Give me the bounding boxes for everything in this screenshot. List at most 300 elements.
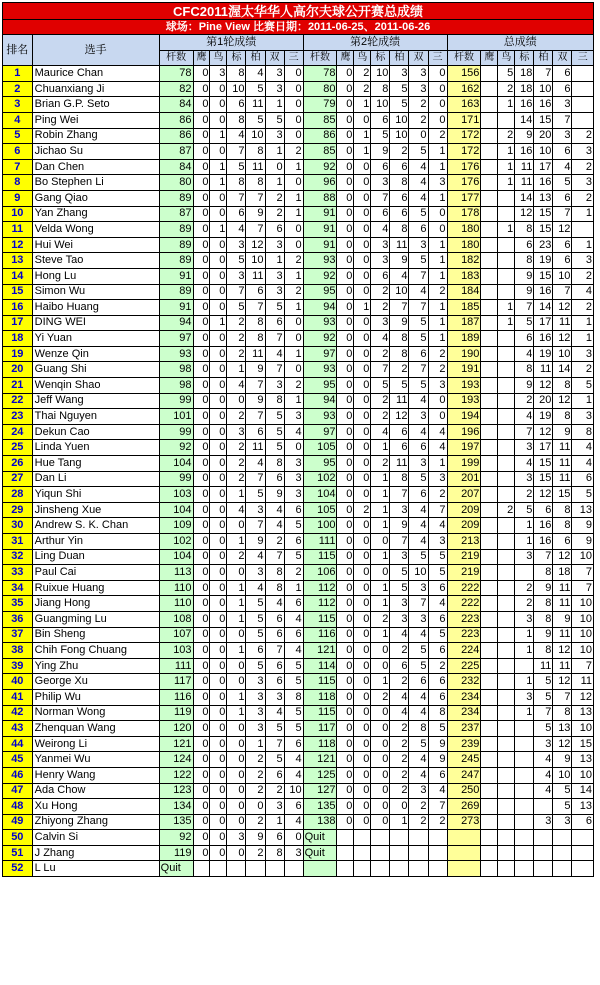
r2-cell xyxy=(409,861,428,877)
t-cell: 15 xyxy=(534,206,553,222)
r2-cell: 6 xyxy=(409,346,428,362)
t-cell xyxy=(498,799,515,815)
r1-cell: 2 xyxy=(246,767,265,783)
r1-cell: 0 xyxy=(284,331,303,347)
r2-cell: 2 xyxy=(428,487,447,503)
r2-cell: 78 xyxy=(303,66,337,82)
t-cell xyxy=(572,66,594,82)
t-cell: 9 xyxy=(515,268,534,284)
column-header: 鸟 xyxy=(210,50,227,66)
r2-cell: 92 xyxy=(303,159,337,175)
t-cell: 19 xyxy=(534,409,553,425)
r2-cell: 3 xyxy=(390,596,409,612)
r1-cell: 2 xyxy=(265,534,284,550)
player-name-cell: Ping Wei xyxy=(32,112,159,128)
r2-cell: 0 xyxy=(354,362,371,378)
t-cell: 5 xyxy=(534,721,553,737)
rank-cell: 44 xyxy=(3,736,33,752)
column-header: 鹰 xyxy=(481,50,498,66)
r1-cell: 3 xyxy=(284,409,303,425)
r2-cell: 93 xyxy=(303,315,337,331)
r2-cell: 1 xyxy=(371,471,390,487)
empty-cell xyxy=(354,845,371,861)
t-cell: 4 xyxy=(572,440,594,456)
table-row xyxy=(3,767,594,783)
t-cell: 7 xyxy=(534,549,553,565)
r1-cell: 3 xyxy=(246,502,265,518)
player-name-cell: Norman Wong xyxy=(32,705,159,721)
r1-cell: 111 xyxy=(159,658,193,674)
r1-cell: 0 xyxy=(210,144,227,160)
r1-cell: 0 xyxy=(193,580,210,596)
r1-cell: 7 xyxy=(265,331,284,347)
player-name-cell: J Zhang xyxy=(32,845,159,861)
t-cell: 8 xyxy=(572,424,594,440)
t-cell xyxy=(515,767,534,783)
t-cell: 7 xyxy=(572,658,594,674)
rank-cell: 27 xyxy=(3,471,33,487)
t-cell: 2 xyxy=(498,128,515,144)
r2-cell: 0 xyxy=(354,596,371,612)
r2-cell: 6 xyxy=(428,580,447,596)
r1-cell: 3 xyxy=(227,268,246,284)
r1-cell: 0 xyxy=(193,393,210,409)
r2-cell: 0 xyxy=(354,549,371,565)
player-name-cell: Linda Yuen xyxy=(32,440,159,456)
r1-cell: 1 xyxy=(227,534,246,550)
t-cell: 3 xyxy=(515,611,534,627)
rank-cell: 28 xyxy=(3,487,33,503)
r1-cell: 1 xyxy=(284,268,303,284)
table-row xyxy=(3,268,594,284)
rank-cell: 40 xyxy=(3,674,33,690)
t-cell: 15 xyxy=(553,487,572,503)
r1-cell: 120 xyxy=(159,721,193,737)
r2-cell: 0 xyxy=(337,674,354,690)
t-cell: 2 xyxy=(572,190,594,206)
r1-cell: 3 xyxy=(265,66,284,82)
r2-cell: 95 xyxy=(303,284,337,300)
r2-cell: 5 xyxy=(371,128,390,144)
r1-cell: 107 xyxy=(159,627,193,643)
r2-cell xyxy=(303,861,337,877)
r2-cell: 86 xyxy=(303,128,337,144)
t-cell: 1 xyxy=(572,315,594,331)
r2-cell: 4 xyxy=(409,175,428,191)
t-cell xyxy=(515,861,534,877)
t-cell: 3 xyxy=(572,175,594,191)
r1-cell: 124 xyxy=(159,752,193,768)
t-cell xyxy=(515,830,534,846)
r2-cell: 4 xyxy=(409,424,428,440)
t-cell xyxy=(534,861,553,877)
r2-cell: 1 xyxy=(371,580,390,596)
t-cell: 7 xyxy=(553,112,572,128)
player-name-cell: Dan Chen xyxy=(32,159,159,175)
t-cell: 2 xyxy=(515,487,534,503)
r1-cell: 0 xyxy=(193,611,210,627)
table-row xyxy=(3,440,594,456)
r1-cell: 5 xyxy=(246,81,265,97)
rank-cell: 21 xyxy=(3,378,33,394)
table-row xyxy=(3,456,594,472)
t-cell: 3 xyxy=(553,97,572,113)
r1-cell: 4 xyxy=(265,705,284,721)
rank-cell: 32 xyxy=(3,549,33,565)
r1-cell: 0 xyxy=(210,393,227,409)
column-header: 鹰 xyxy=(337,50,354,66)
r1-cell: 0 xyxy=(210,362,227,378)
t-cell: 10 xyxy=(553,268,572,284)
r1-cell: 5 xyxy=(265,752,284,768)
r1-cell: 5 xyxy=(246,487,265,503)
r2-cell: 2 xyxy=(390,674,409,690)
table-row xyxy=(3,611,594,627)
r1-cell: 2 xyxy=(284,253,303,269)
r1-cell: 7 xyxy=(246,409,265,425)
r2-cell: 1 xyxy=(428,331,447,347)
r2-cell: 0 xyxy=(354,799,371,815)
r1-cell: 1 xyxy=(210,128,227,144)
t-cell: 15 xyxy=(534,268,553,284)
r1-cell: 4 xyxy=(284,767,303,783)
t-cell xyxy=(481,721,498,737)
t-cell: 12 xyxy=(553,331,572,347)
player-name-cell: Brian G.P. Seto xyxy=(32,97,159,113)
t-cell: 11 xyxy=(515,175,534,191)
r2-cell: 2 xyxy=(409,97,428,113)
r2-cell: 95 xyxy=(303,456,337,472)
r1-cell: 4 xyxy=(227,502,246,518)
t-cell: 273 xyxy=(447,814,481,830)
r2-cell: 0 xyxy=(337,300,354,316)
r1-cell: 2 xyxy=(284,284,303,300)
t-cell: 5 xyxy=(553,175,572,191)
r2-cell: 2 xyxy=(390,643,409,659)
r2-cell: 5 xyxy=(390,565,409,581)
r1-cell: 102 xyxy=(159,534,193,550)
r1-cell: 0 xyxy=(210,674,227,690)
t-cell xyxy=(481,331,498,347)
r1-cell: 4 xyxy=(284,643,303,659)
r2-cell: 112 xyxy=(303,580,337,596)
rank-cell: 51 xyxy=(3,845,33,861)
r1-cell: 1 xyxy=(210,222,227,238)
r1-cell: 0 xyxy=(210,424,227,440)
table-row xyxy=(3,658,594,674)
r2-cell: 1 xyxy=(428,237,447,253)
rank-cell: 41 xyxy=(3,689,33,705)
r2-cell: 5 xyxy=(371,378,390,394)
t-cell xyxy=(481,830,498,846)
t-cell: 10 xyxy=(534,81,553,97)
r2-cell: 1 xyxy=(354,97,371,113)
r1-cell: 0 xyxy=(193,315,210,331)
r1-cell: 0 xyxy=(210,300,227,316)
table-row xyxy=(3,253,594,269)
r2-cell: 1 xyxy=(371,627,390,643)
r2-cell: 102 xyxy=(303,471,337,487)
r2-cell: 1 xyxy=(371,440,390,456)
t-cell xyxy=(534,799,553,815)
t-cell xyxy=(498,206,515,222)
r1-cell: 101 xyxy=(159,409,193,425)
t-cell: 189 xyxy=(447,331,481,347)
r2-cell: 1 xyxy=(371,487,390,503)
t-cell xyxy=(481,97,498,113)
t-cell xyxy=(481,502,498,518)
r2-cell: 0 xyxy=(337,97,354,113)
t-cell: 1 xyxy=(498,144,515,160)
t-cell: 199 xyxy=(447,456,481,472)
t-cell: 15 xyxy=(534,222,553,238)
t-cell: 8 xyxy=(534,643,553,659)
t-cell xyxy=(498,783,515,799)
r2-cell: 100 xyxy=(303,518,337,534)
r2-cell: 4 xyxy=(371,331,390,347)
t-cell: 8 xyxy=(553,378,572,394)
r2-cell: 10 xyxy=(371,66,390,82)
r2-cell: 0 xyxy=(337,268,354,284)
t-cell: 10 xyxy=(553,346,572,362)
rank-cell: 2 xyxy=(3,81,33,97)
r1-cell: 0 xyxy=(193,799,210,815)
r1-cell: 1 xyxy=(227,643,246,659)
player-name-cell: Xu Hong xyxy=(32,799,159,815)
r1-cell: 1 xyxy=(227,705,246,721)
r1-cell: 103 xyxy=(159,643,193,659)
t-cell: 5 xyxy=(515,315,534,331)
r1-cell: 4 xyxy=(246,66,265,82)
r1-cell: 99 xyxy=(159,424,193,440)
r2-cell xyxy=(428,861,447,877)
r2-cell: 0 xyxy=(354,518,371,534)
t-cell xyxy=(481,159,498,175)
r1-cell: 3 xyxy=(284,456,303,472)
r2-cell: 2 xyxy=(409,814,428,830)
r2-cell: 0 xyxy=(371,799,390,815)
r1-cell: 0 xyxy=(193,424,210,440)
t-cell xyxy=(498,237,515,253)
r1-cell: 6 xyxy=(265,471,284,487)
t-cell: 9 xyxy=(553,424,572,440)
t-cell: 196 xyxy=(447,424,481,440)
t-cell: 18 xyxy=(553,565,572,581)
r1-cell: 11 xyxy=(246,97,265,113)
r2-cell: 0 xyxy=(337,549,354,565)
r2-cell: 0 xyxy=(354,705,371,721)
r1-cell: 0 xyxy=(193,112,210,128)
r1-cell: 116 xyxy=(159,689,193,705)
r2-cell: 0 xyxy=(337,253,354,269)
r2-cell: 9 xyxy=(390,315,409,331)
r1-cell: 0 xyxy=(284,222,303,238)
r2-cell: 2 xyxy=(409,112,428,128)
r2-cell: 1 xyxy=(354,144,371,160)
t-cell: 11 xyxy=(572,674,594,690)
r1-cell: 0 xyxy=(193,783,210,799)
r1-cell: 0 xyxy=(193,549,210,565)
r2-cell: 138 xyxy=(303,814,337,830)
r2-cell: 0 xyxy=(337,689,354,705)
rank-header: 排名 xyxy=(3,35,33,66)
r2-cell: 0 xyxy=(354,736,371,752)
t-cell xyxy=(481,128,498,144)
rank-cell: 16 xyxy=(3,300,33,316)
t-cell xyxy=(498,689,515,705)
r1-cell: 84 xyxy=(159,97,193,113)
t-cell xyxy=(481,284,498,300)
r2-cell: 0 xyxy=(354,237,371,253)
player-name-cell: Jinsheng Xue xyxy=(32,502,159,518)
r2-cell: 4 xyxy=(409,689,428,705)
t-cell: 12 xyxy=(534,378,553,394)
rank-cell: 24 xyxy=(3,424,33,440)
player-name-cell: Velda Wong xyxy=(32,222,159,238)
r1-cell: 1 xyxy=(246,736,265,752)
r2-cell: 0 xyxy=(337,237,354,253)
r1-cell: 0 xyxy=(210,721,227,737)
t-cell xyxy=(498,596,515,612)
r2-cell: 11 xyxy=(390,237,409,253)
r2-cell: 5 xyxy=(409,736,428,752)
player-name-cell: Haibo Huang xyxy=(32,300,159,316)
table-row xyxy=(3,643,594,659)
t-cell: 7 xyxy=(553,689,572,705)
r2-cell: 0 xyxy=(337,81,354,97)
t-cell: 1 xyxy=(572,237,594,253)
r2-cell: 121 xyxy=(303,643,337,659)
r2-cell: 2 xyxy=(428,658,447,674)
r2-cell: 10 xyxy=(390,284,409,300)
rank-cell: 5 xyxy=(3,128,33,144)
r1-cell: 1 xyxy=(210,315,227,331)
r1-cell: 108 xyxy=(159,611,193,627)
r1-cell: 6 xyxy=(246,643,265,659)
r1-cell: 3 xyxy=(284,471,303,487)
empty-cell xyxy=(265,861,284,877)
r2-cell: 3 xyxy=(409,783,428,799)
t-cell xyxy=(534,845,553,861)
t-cell xyxy=(481,206,498,222)
t-cell: 7 xyxy=(572,580,594,596)
table-row xyxy=(3,689,594,705)
r2-cell: 3 xyxy=(371,175,390,191)
r1-cell: 0 xyxy=(193,658,210,674)
player-name-cell: Yiqun Shi xyxy=(32,487,159,503)
t-cell: 11 xyxy=(553,580,572,596)
r1-cell: 6 xyxy=(284,736,303,752)
r1-cell: 89 xyxy=(159,253,193,269)
r1-cell: 5 xyxy=(227,253,246,269)
t-cell xyxy=(498,456,515,472)
r2-cell: 0 xyxy=(337,783,354,799)
t-cell: 14 xyxy=(553,362,572,378)
r1-cell: 5 xyxy=(284,658,303,674)
r1-cell: 7 xyxy=(227,284,246,300)
player-name-cell: Maurice Chan xyxy=(32,66,159,82)
r1-cell: 0 xyxy=(227,767,246,783)
r2-cell: 0 xyxy=(337,175,354,191)
r2-cell: 4 xyxy=(409,534,428,550)
r2-cell: 2 xyxy=(428,814,447,830)
r2-cell: 6 xyxy=(371,268,390,284)
r1-cell: 0 xyxy=(227,721,246,737)
t-cell xyxy=(572,861,594,877)
r1-cell: 87 xyxy=(159,144,193,160)
r1-cell: 0 xyxy=(210,409,227,425)
table-row xyxy=(3,190,594,206)
r2-cell: 0 xyxy=(337,767,354,783)
t-cell: 156 xyxy=(447,66,481,82)
r1-cell: 122 xyxy=(159,767,193,783)
column-header: 双 xyxy=(409,50,428,66)
r1-cell: 109 xyxy=(159,518,193,534)
column-header: 杆数 xyxy=(159,50,193,66)
r1-cell: 7 xyxy=(246,518,265,534)
table-row xyxy=(3,393,594,409)
t-cell: 16 xyxy=(534,331,553,347)
table-row xyxy=(3,721,594,737)
r1-cell: 2 xyxy=(265,206,284,222)
player-name-cell: L Lu xyxy=(32,861,159,877)
t-cell: 223 xyxy=(447,611,481,627)
t-cell: 16 xyxy=(534,534,553,550)
t-cell: 15 xyxy=(534,456,553,472)
t-cell: 183 xyxy=(447,268,481,284)
r2-cell: 4 xyxy=(428,783,447,799)
r1-cell: 11 xyxy=(246,268,265,284)
r2-cell: 0 xyxy=(371,658,390,674)
r1-cell: 7 xyxy=(246,190,265,206)
r1-cell: 4 xyxy=(227,378,246,394)
r2-cell: 5 xyxy=(409,658,428,674)
table-row xyxy=(3,783,594,799)
t-cell: 14 xyxy=(515,190,534,206)
r2-cell: 7 xyxy=(371,362,390,378)
r1-cell: 0 xyxy=(284,112,303,128)
empty-cell xyxy=(409,845,428,861)
t-cell: 4 xyxy=(534,767,553,783)
t-cell xyxy=(572,112,594,128)
r1-cell: 0 xyxy=(193,253,210,269)
r2-cell: 0 xyxy=(354,643,371,659)
t-cell xyxy=(515,845,534,861)
player-name-cell: Dekun Cao xyxy=(32,424,159,440)
player-name-cell: Chih Fong Chuang xyxy=(32,643,159,659)
t-cell: 3 xyxy=(515,689,534,705)
t-cell: 13 xyxy=(572,705,594,721)
t-cell: 176 xyxy=(447,175,481,191)
t-cell: 2 xyxy=(572,159,594,175)
r2-cell: 92 xyxy=(303,268,337,284)
t-cell: 9 xyxy=(572,534,594,550)
player-name-cell: Henry Wang xyxy=(32,767,159,783)
t-cell: 11 xyxy=(553,627,572,643)
t-cell: 9 xyxy=(553,752,572,768)
t-cell xyxy=(498,705,515,721)
round1-header: 第1轮成绩 xyxy=(159,35,303,51)
t-cell: 23 xyxy=(534,237,553,253)
r2-cell: 0 xyxy=(337,502,354,518)
t-cell xyxy=(498,268,515,284)
t-cell: 209 xyxy=(447,518,481,534)
t-cell: 14 xyxy=(515,112,534,128)
r1-cell: 8 xyxy=(265,393,284,409)
r2-cell: 4 xyxy=(428,596,447,612)
t-cell: 224 xyxy=(447,643,481,659)
t-cell xyxy=(498,814,515,830)
